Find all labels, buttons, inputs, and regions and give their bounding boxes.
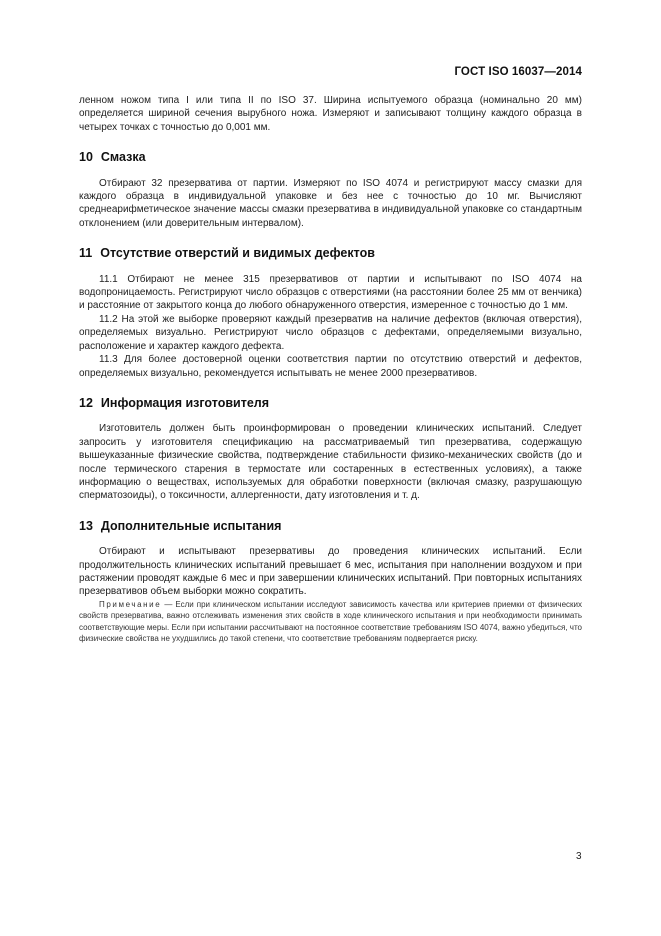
section-number: 12	[79, 395, 93, 410]
section-10-paragraph: Отбирают 32 презерватива от партии. Измеряют по ISO 4074 и регистрируют массу смазки для каждого образца в индивидуальной упаковке и без нее с точностью до 10 мг. Вычисляют среднеарифметическое значение массы смазки презерватива в индивидуальной упаковке со стандартным отклонением (или доверительным интервалом).	[79, 177, 582, 229]
section-number: 10	[79, 150, 93, 165]
intro-paragraph: ленном ножом типа I или типа II по ISO 37. Ширина испытуемого образца (номинально 20 мм) определяется шириной сечения вырубного ножа. Измеряют и записывают толщину каждого образца в четырех точках с точностью до 0,001 мм.	[79, 95, 582, 133]
section-title: Смазка	[100, 150, 146, 165]
section-title: Отсутствие отверстий и видимых дефектов	[100, 246, 375, 261]
section-13-paragraph: Отбирают и испытывают презервативы до проведения клинических испытаний. Если продолжительность клинических испытаний превышает 6 мес, испытания при наполнении воздухом и при растяжении проводят каждые 6 мес и при завершении клинических испытаний. При повторных испытаниях презервативов объем выборки можно сократить.	[79, 546, 582, 598]
section-number: 13	[79, 518, 93, 533]
page-number: 3	[576, 851, 582, 862]
section-title: Дополнительные испытания	[100, 518, 282, 533]
section-12-heading	[79, 397, 582, 410]
section-13-heading	[79, 520, 582, 533]
section-12-paragraph: Изготовитель должен быть проинформирован о проведении клинических испытаний. Следует запросить у изготовителя спецификацию на рассматриваемый тип презерватива, содержащую вышеуказанные физические свойства, подтверждение стабильности физико-механических свойств (до и после термического старения в термостате или состаренных в естественных условиях), а также информацию о веществах, используемых для обработки поверхности (включая смазку, разрушающую сперматозоиды), о токсичности, аллергенности, дату изготовления и т. д.	[79, 423, 582, 502]
section-11-heading	[79, 247, 582, 260]
note-label: Примечание	[99, 599, 162, 609]
section-title: Информация изготовителя	[100, 395, 270, 410]
section-11-1-paragraph: 11.1 Отбирают не менее 315 презервативов от партии и испытывают по ISO 4074 на водопроницаемость. Регистрируют число образцов с отверстиями (на расстоянии более 25 мм от венчика) и расстояние от закрытого конца до любого обнаруженного отверстия, измеренное с точностью до 1 мм.	[79, 273, 582, 312]
section-11-2-paragraph: 11.2 На этой же выборке проверяют каждый презерватив на наличие дефектов (включая отверстия), определяемых визуально. Регистрируют число образцов с дефектами, определяемыми визуально, расположение и характер каждого дефекта.	[79, 313, 582, 352]
document-code-header: ГОСТ ISO 16037—2014	[454, 66, 582, 78]
section-number: 11	[79, 246, 93, 261]
document-body	[79, 94, 582, 645]
note-text: — Если при клиническом испытании исследуют зависимость качества или критериев приемки от физических свойств презерватива, важно отслеживать изменения этих свойств в ходе клинического испытания и при необходимости принимать соответствующие меры. Если при испытании рассчитывают на постоянное соответствие требованиям ISO 4074, важно убедиться, что физические свойства не ухудшились до такой степени, что соответствие требованиям подвергается риску.	[79, 599, 582, 644]
note-paragraph	[79, 599, 582, 645]
section-11-3-paragraph: 11.3 Для более достоверной оценки соответствия партии по отсутствию отверстий и дефектов, определяемых визуально, рекомендуется испытывать не менее 2000 презервативов.	[79, 354, 582, 379]
section-10-heading	[79, 151, 582, 164]
